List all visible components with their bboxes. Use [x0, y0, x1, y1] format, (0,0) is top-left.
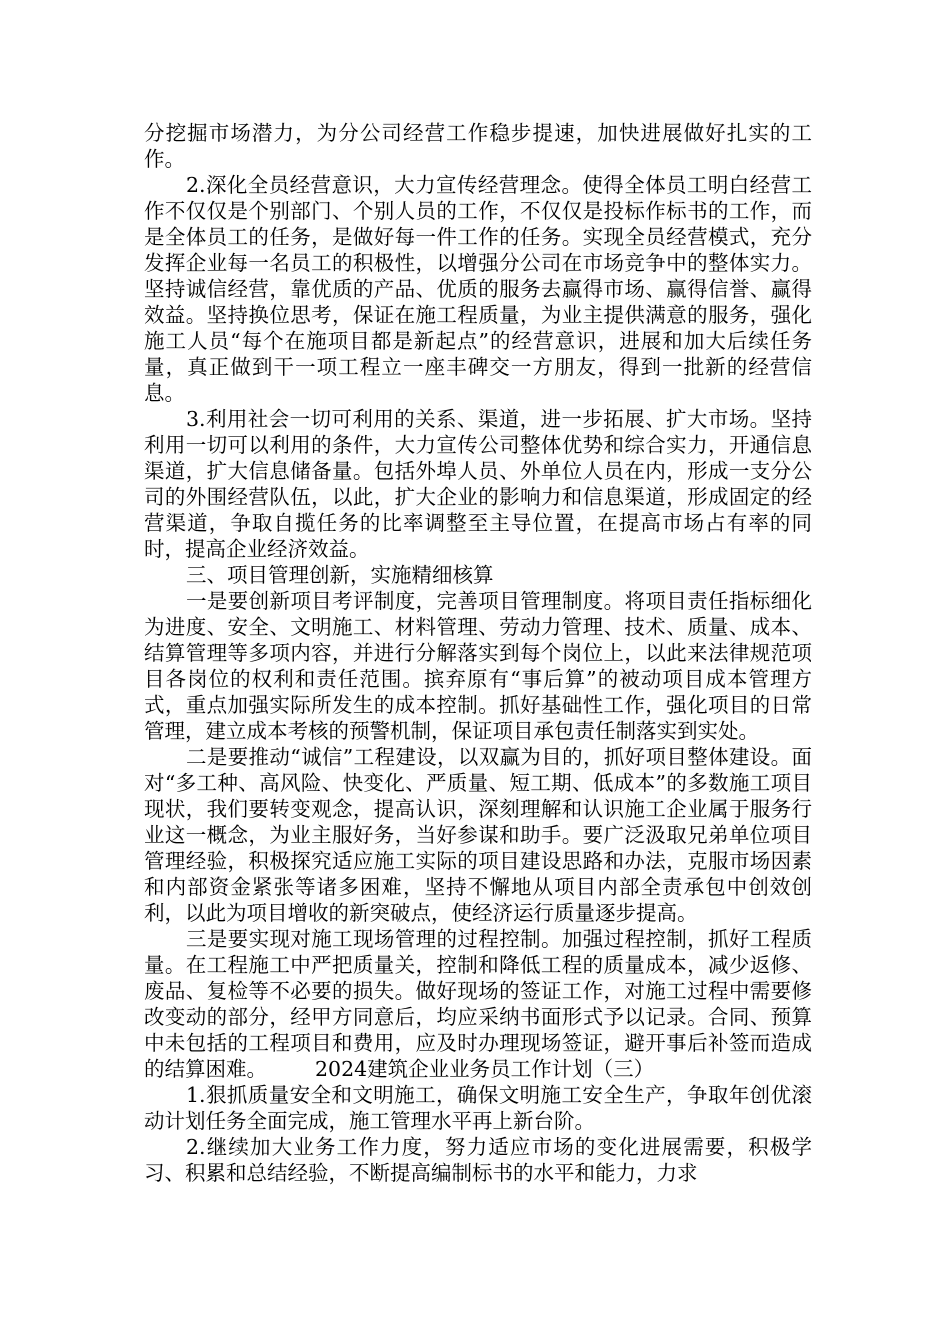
- document-title: 2024建筑企业业务员工作计划（三）: [315, 1057, 655, 1081]
- section-heading: 三、项目管理创新，实施精细核算: [186, 563, 494, 587]
- paragraph: 2.深化全员经营意识，大力宣传经营理念。使得全体员工明白经营工作不仅仅是个别部门、个别人员的工作，不仅仅是投标作标书的工作，而是全体员工的任务，是做好每一件工作的任务。实现全员经营模式，充分发挥企业每一名员工的积极性，以增强分公司在市场竞争中的整体实力。坚持诚信经营，靠优质的产品、优质的服务去赢得市场、赢得信誉、赢得效益。坚持换位思考，保证在施工程质量，为业主提供满意的服务，强化施工人员“每个在施项目都是新起点”的经营意识，进展和加大后续任务量，真正做到干一项工程立一座丰碑交一方朋友，得到一批新的经营信息。: [144, 173, 812, 405]
- paragraph: [144, 926, 812, 1082]
- paragraph: 二是要推动“诚信”工程建设，以双赢为目的，抓好项目整体建设。面对“多工种、高风险、快变化、严质量、短工期、低成本”的多数施工项目现状，我们要转变观念，提高认识，深刻理解和认识施工企业属于服务行业这一概念，为业主服好务，当好参谋和助手。要广泛汲取兄弟单位项目管理经验，积极探究适应施工实际的项目建设思路和办法，克服市场因素和内部资金紧张等诸多困难，坚持不懈地从项目内部全责承包中创效创利，以此为项目增收的新突破点，使经济运行质量逐步提高。: [144, 745, 812, 925]
- document-page: [144, 120, 812, 1186]
- paragraph: 一是要创新项目考评制度，完善项目管理制度。将项目责任指标细化为进度、安全、文明施工、材料管理、劳动力管理、技术、质量、成本、结算管理等多项内容，并进行分解落实到每个岗位上，以此来法律规范项目各岗位的权利和责任范围。摈弃原有“事后算”的被动项目成本管理方式，重点加强实际所发生的成本控制。抓好基础性工作，强化项目的日常管理，建立成本考核的预警机制，保证项目承包责任制落实到实处。: [144, 589, 812, 743]
- paragraph: 1.狠抓质量安全和文明施工，确保文明施工安全生产，争取年创优滚动计划任务全面完成，施工管理水平再上新台阶。: [144, 1083, 812, 1133]
- paragraph: 分挖掘市场潜力，为分公司经营工作稳步提速，加快进展做好扎实的工作。: [144, 121, 812, 171]
- paragraph: 2.继续加大业务工作力度，努力适应市场的变化进展需要，积极学习、积累和总结经验，不断提高编制标书的水平和能力，力求: [144, 1135, 812, 1185]
- paragraph-text: 三是要实现对施工现场管理的过程控制。加强过程控制，抓好工程质量。在工程施工中严把质量关，控制和降低工程的质量成本，减少返修、废品、复检等不必要的损失。做好现场的签证工作，对施工过程中需要修改变动的部分，经甲方同意后，均应采纳书面形式予以记录。合同、预算中未包括的工程项目和费用，应及时办理现场签证，避开事后补签而造成的结算困难。: [144, 927, 812, 1081]
- paragraph: 3.利用社会一切可利用的关系、渠道，进一步拓展、扩大市场。坚持利用一切可以利用的条件，大力宣传公司整体优势和综合实力，开通信息渠道，扩大信息储备量。包括外埠人员、外单位人员在内，形成一支分公司的外围经营队伍，以此，扩大企业的影响力和信息渠道，形成固定的经营渠道，争取自揽任务的比率调整至主导位置，在提高市场占有率的同时，提高企业经济效益。: [144, 407, 812, 561]
